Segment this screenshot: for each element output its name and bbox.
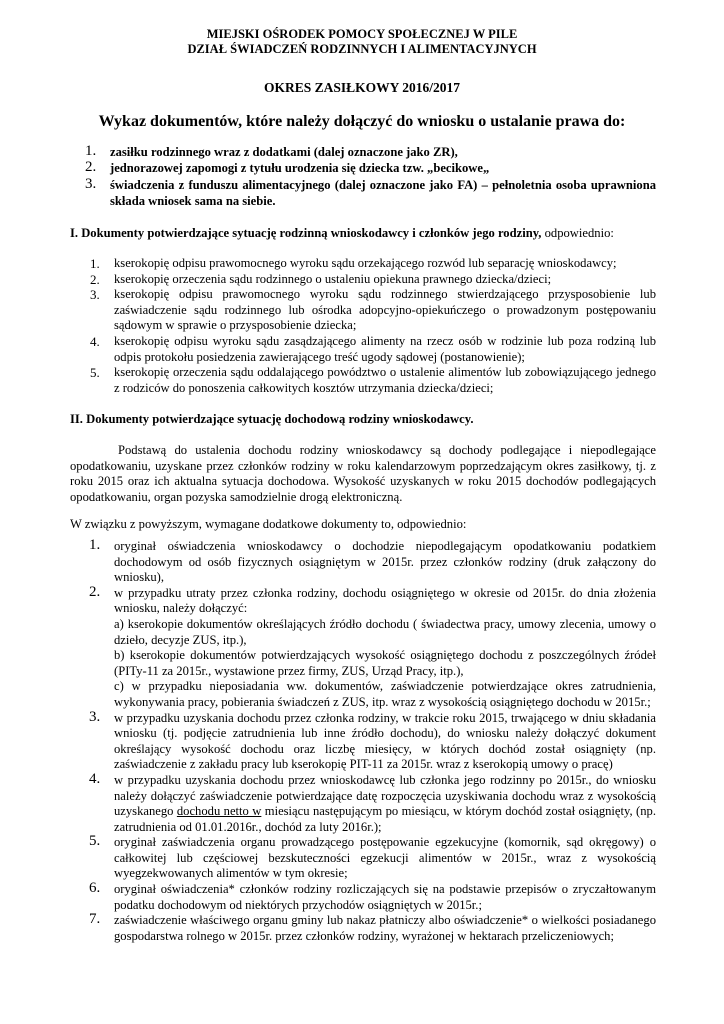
item-text: kserokopię odpisu prawomocnego wyroku sądu orzekającego rozwód lub separację wnioskodawcy; <box>114 256 617 270</box>
item-text: zaświadczenie właściwego organu gminy lub nakaz płatniczy albo oświadczenie* o wielkości posiadanego gospodarstwa rolnego w 2015r. przez członków rodziny, wyrażonej w hektarach przeliczeniowych; <box>114 913 656 943</box>
section-1-heading-suffix: odpowiednio: <box>541 226 614 240</box>
item-number: 5. <box>90 365 100 381</box>
list-item <box>89 770 656 835</box>
list-item <box>89 708 656 773</box>
sub-item-c: c) w przypadku nieposiadania ww. dokumentów, zaświadczenie potwierdzające okres zatrudnienia, wykonywania pracy, pobierania świadczeń z ZUS, itp. wraz z wysokością osiągniętego dochodu w 2015r.; <box>114 679 656 709</box>
benefits-list <box>85 143 656 210</box>
item-text: oryginał oświadczenia wnioskodawcy o dochodzie niepodlegającym opodatkowaniu podatkiem dochodowym od osób fizycznych osiągniętym w 2015r. przez członków rodziny (druk załączony do wniosku), <box>114 539 656 585</box>
item-number: 2. <box>89 583 101 600</box>
item-text: kserokopię orzeczenia sądu oddalającego powództwo o ustalenie alimentów lub zobowiązującego jednego z rodziców do ponoszenia całkowitych kosztów utrzymania dziecka/dzieci; <box>114 365 656 395</box>
item-number: 3. <box>89 708 101 725</box>
list-item <box>89 833 656 882</box>
list-item <box>85 159 656 176</box>
list-item <box>89 911 656 944</box>
item-number: 6. <box>89 880 101 897</box>
item-number: 2. <box>85 159 97 176</box>
item-text: kserokopię orzeczenia sądu rodzinnego o ustaleniu opiekuna prawnego dziecka/dzieci; <box>114 271 552 286</box>
item-number: 3. <box>85 175 97 192</box>
section-1-heading <box>70 226 656 242</box>
list-item <box>90 333 656 365</box>
list-item <box>85 143 656 160</box>
sub-item-a: a) kserokopie dokumentów określających źródło dochodu ( świadectwa pracy, umowy zlecenia, umowy o dzieło, decyzje ZUS, itp.), <box>114 616 656 647</box>
item-text: jednorazowej zapomogi z tytułu urodzenia się dziecka tzw. „becikowe„ <box>110 161 490 176</box>
section-2-paragraph: Podstawą do ustalenia dochodu rodziny wnioskodawcy są dochody podlegające i niepodlegające opodatkowaniu, uzyskane przez członków rodziny w roku kalendarzowym poprzedzającym okres zasiłkowy, tj. z roku 2015 oraz ich aktualna sytuacja dochodowa. Wysokość uzyskanych w roku 2015 dochodów podlegających opodatkowaniu, organ pozyska samodzielnie drogą elektroniczną. <box>70 443 656 504</box>
section-1-list <box>90 256 656 396</box>
department-name: DZIAŁ ŚWIADCZEŃ RODZINNYCH I ALIMENTACYJNYCH <box>187 42 537 56</box>
item-text: w przypadku utraty przez członka rodziny, dochodu osiągniętego w okresie od 2015r. do dnia złożenia wniosku, należy dołączyć: <box>114 585 656 616</box>
item-text: w przypadku uzyskania dochodu przez członka rodziny, w trakcie roku 2015, trwającego w dniu składania wniosku (tj. podjęcie zatrudnienia lub inne źródło dochodu), do wniosku należy dołączyć dokument określający wysokość dochodu oraz liczbę miesięcy, w których dochód został osiągnięty (np. zaświadczenie z zakładu pracy lub kserokopię PIT-11 za 2015r. wraz z kserokopią umowy o pracę) <box>114 710 656 772</box>
item-number: 1. <box>89 537 101 553</box>
list-item <box>90 271 656 288</box>
list-item <box>90 256 656 272</box>
section-1-heading-text: I. Dokumenty potwierdzające sytuację rodzinną wnioskodawcy i członków jego rodziny, <box>70 226 542 240</box>
item-text: świadczenia z funduszu alimentacyjnego (dalej oznaczone jako FA) – pełnoletnia osoba uprawniona składa wniosek sama na siebie. <box>110 177 656 209</box>
benefit-period: OKRES ZASIŁKOWY 2016/2017 <box>263 80 461 95</box>
sub-item-b: b) kserokopie dokumentów potwierdzających wysokość osiągniętego dochodu z poszczególnych źródeł (PITy-11 za 2015r., wystawione przez firmy, ZUS, Urząd Pracy, itp.), <box>114 648 656 678</box>
item-text: oryginał oświadczenia* członków rodziny rozliczających się na podstawie przepisów o zryczałtowanym podatku dochodowym od niektórych przychodów osiągniętych w 2015r.; <box>114 882 656 912</box>
list-item <box>89 880 656 913</box>
item-text-continued: miesiącu następującym po miesiącu, w którym dochód został osiągnięty, (np. zatrudnienia od 01.01.2016r., dochód za luty 2016r.); <box>114 804 656 834</box>
item-text: w przypadku uzyskania dochodu przez wnioskodawcę lub członka jego rodzinny po 2015r., do wniosku należy dołączyć zaświadczenie potwierdzające datę rozpoczęcia uzyskiwania dochodu wraz z wysokością uzyskanego <box>114 772 656 819</box>
document-title: Wykaz dokumentów, które należy dołączyć do wniosku o ustalanie prawa do: <box>98 113 626 130</box>
list-item <box>89 537 656 586</box>
item-number: 4. <box>90 333 100 349</box>
item-number: 5. <box>89 833 101 850</box>
item-number: 7. <box>89 911 101 928</box>
section-2-list <box>89 537 656 944</box>
item-number: 4. <box>89 770 101 787</box>
item-number: 3. <box>90 287 100 303</box>
section-2-intro: W związku z powyższym, wymagane dodatkowe dokumenty to, odpowiednio: <box>70 517 467 531</box>
institution-name: MIEJSKI OŚRODEK POMOCY SPOŁECZNEJ W PILE <box>206 27 518 41</box>
underlined-text: dochodu netto w <box>176 804 262 819</box>
item-text: kserokopię odpisu prawomocnego wyroku sądu rodzinnego stwierdzającego przysposobienie lub zaświadczenie sądu rodzinnego lub ośrodka adopcyjno-opiekuńczego o prowadzonym postępowaniu sądowym w sprawie o przysposobienie dziecka; <box>114 287 656 333</box>
item-text: zasiłku rodzinnego wraz z dodatkami (dalej oznaczone jako ZR), <box>110 145 458 159</box>
section-2-heading: II. Dokumenty potwierdzające sytuację dochodową rodziny wnioskodawcy. <box>70 412 474 426</box>
item-text: oryginał zaświadczenia organu prowadzącego postępowanie egzekucyjne (komornik, sąd okręgowy) o całkowitej lub częściowej bezskuteczności egzekucji alimentów w 2015r., wraz z wysokością wyegzekwowanych alimentów w tym okresie; <box>114 835 656 881</box>
list-item <box>85 175 656 210</box>
item-number: 2. <box>90 271 100 287</box>
item-text: kserokopię odpisu wyroku sądu zasądzającego alimenty na rzecz osób w rodzinie lub poza rodziną lub odpis protokołu posiedzenia zawierającego treść ugody sądowej (postanowienie); <box>114 333 656 364</box>
item-number: 1. <box>90 256 100 271</box>
item-number: 1. <box>85 143 97 159</box>
list-item <box>90 365 656 396</box>
list-item <box>89 583 656 711</box>
list-item <box>90 287 656 334</box>
